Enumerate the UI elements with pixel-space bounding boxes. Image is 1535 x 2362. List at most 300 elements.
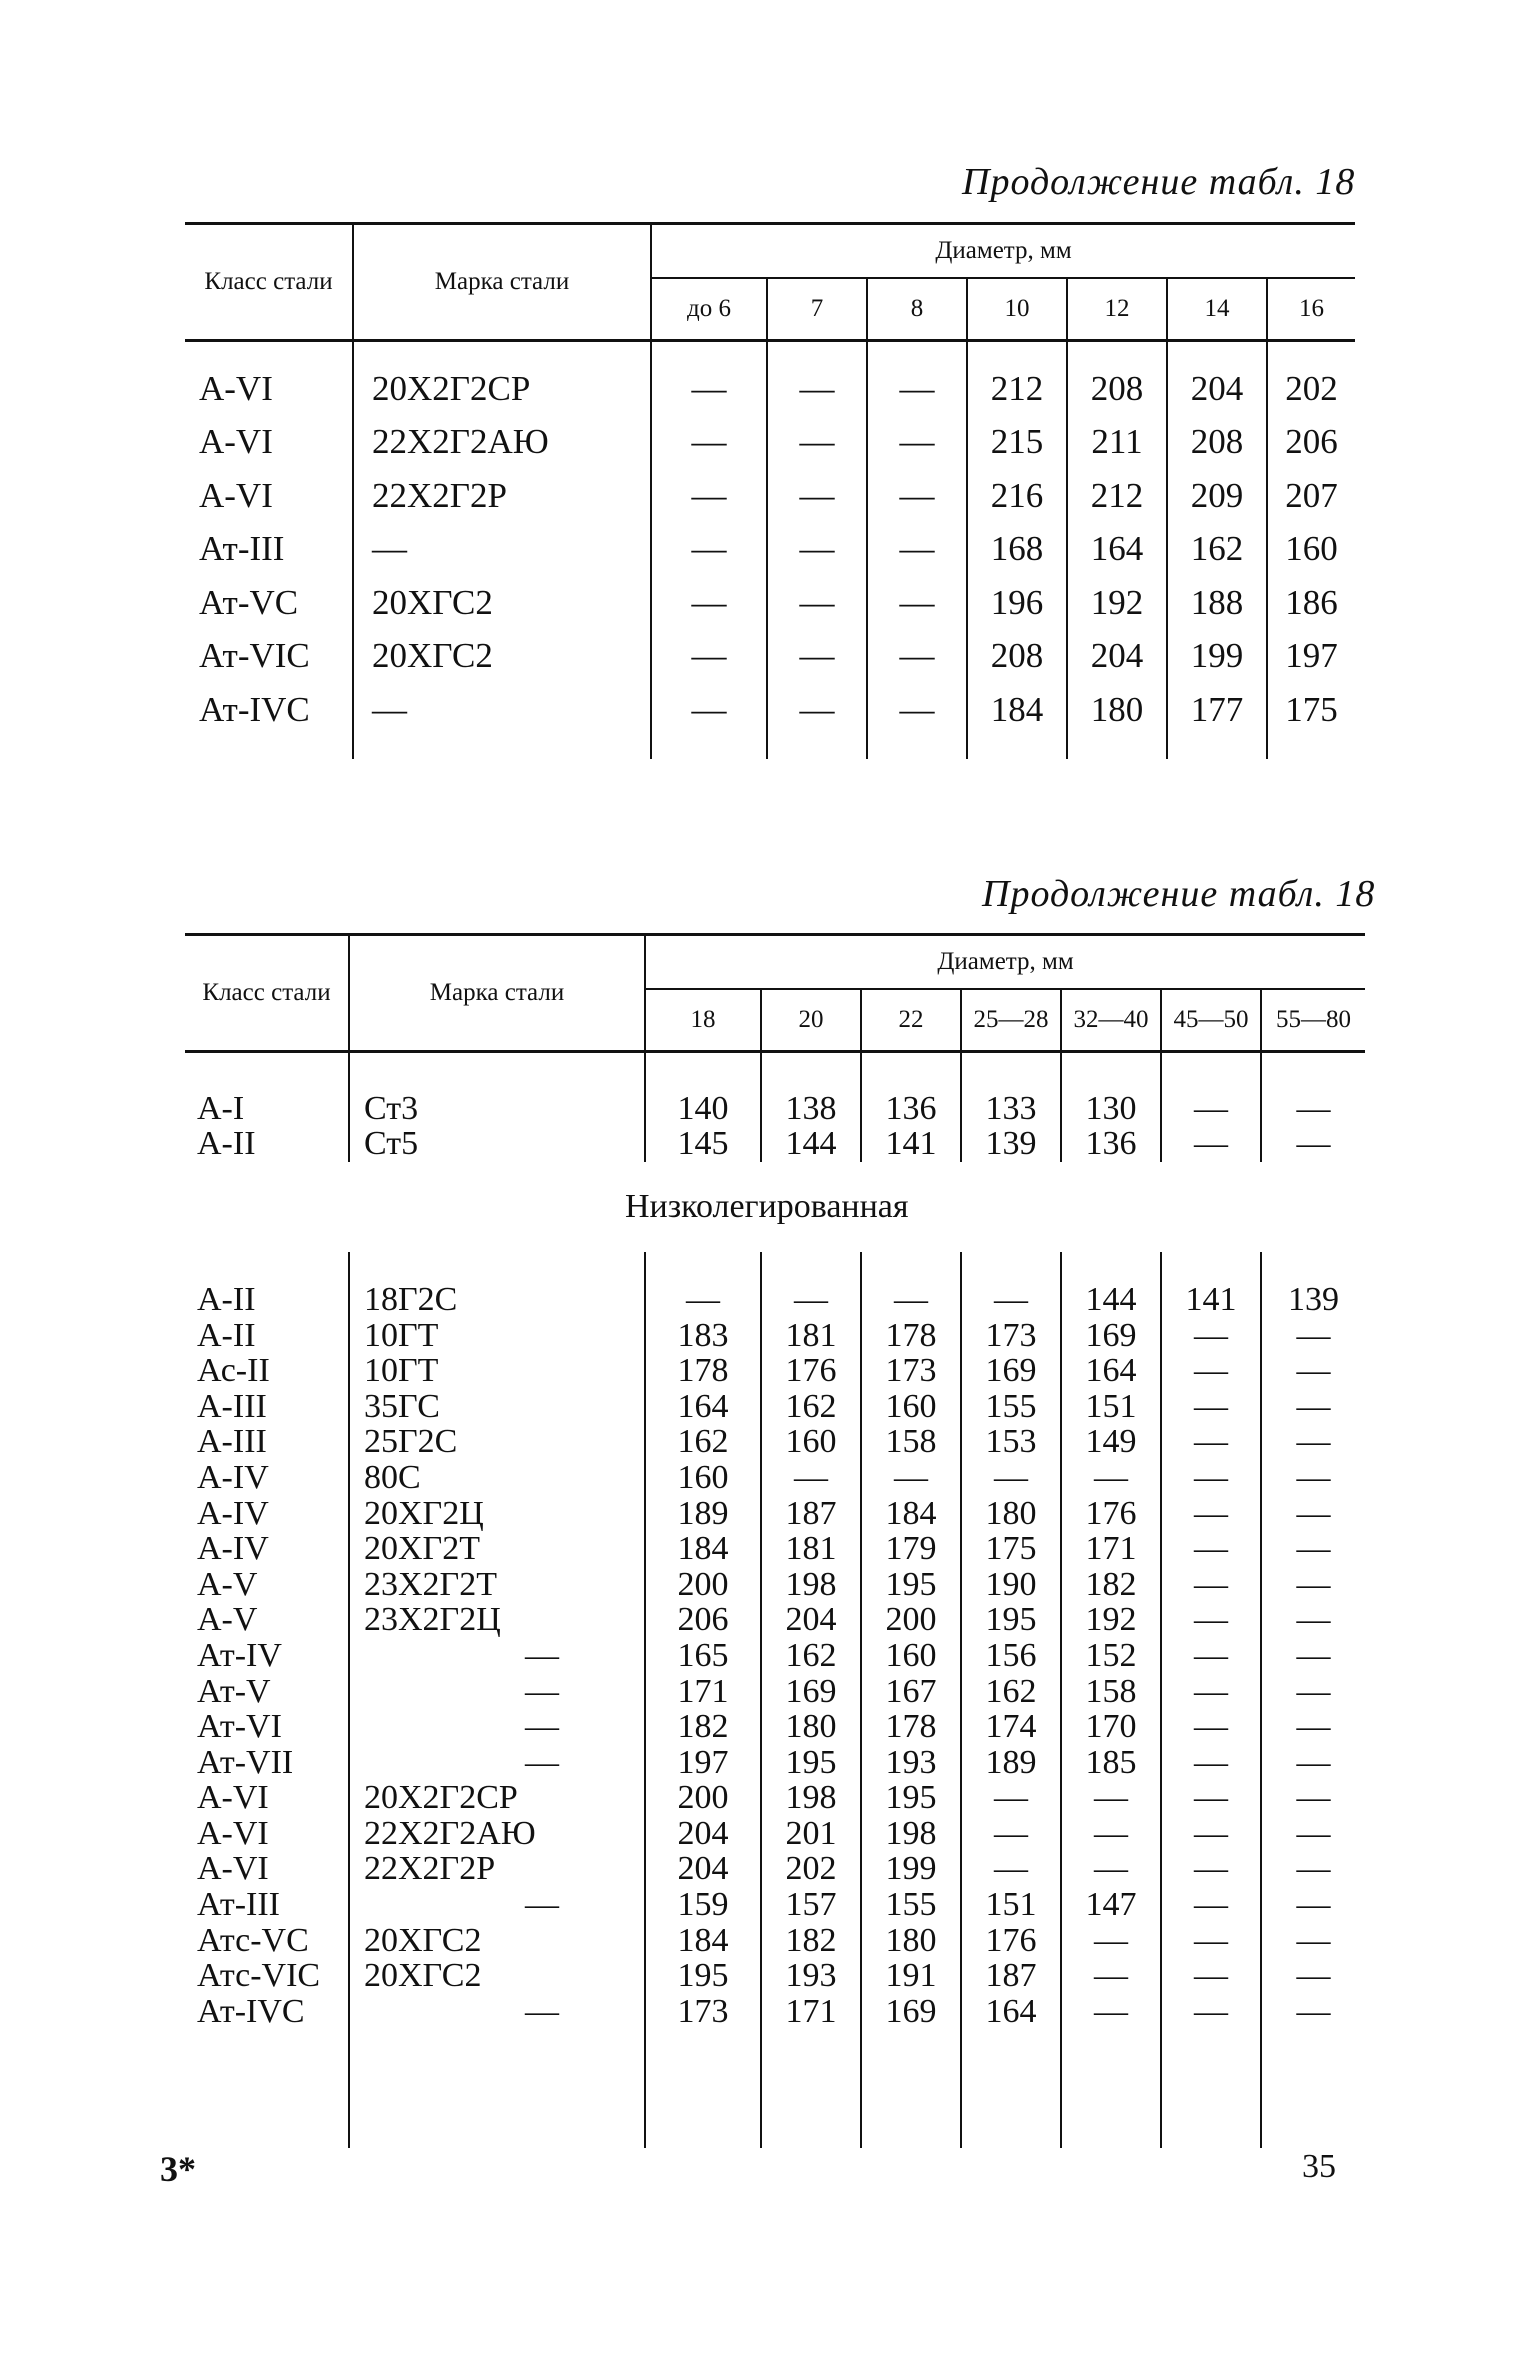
steel-class-cell: Ат-VII — [197, 1743, 294, 1781]
steel-class-cell: Ат-VC — [199, 582, 299, 622]
value-cell: 165 — [645, 1638, 761, 1674]
table-row — [185, 1745, 1365, 1781]
value-cell: — — [1061, 1923, 1161, 1959]
value-cell: 164 — [645, 1389, 761, 1425]
steel-class-cell: Ат-III — [197, 1886, 281, 1924]
diameter-header-cell: 32—40 — [1061, 989, 1161, 1052]
value-cell: 158 — [1061, 1674, 1161, 1710]
diameter-header-cell: 22 — [861, 989, 961, 1052]
steel-grade-cell: — — [349, 1638, 645, 1674]
value-cell: — — [1261, 1389, 1365, 1425]
value-cell: — — [1061, 1816, 1161, 1852]
value-cell: 215 — [967, 416, 1067, 470]
value-cell: 204 — [1167, 341, 1267, 416]
value-cell: 164 — [1061, 1353, 1161, 1389]
value-cell: — — [1261, 1887, 1365, 1923]
value-cell: 162 — [961, 1674, 1061, 1710]
steel-class-cell: А-V — [197, 1565, 258, 1603]
steel-grade-cell: — — [353, 523, 651, 577]
value-cell: 144 — [1061, 1252, 1161, 1318]
value-cell: 206 — [645, 1603, 761, 1639]
value-cell: 184 — [645, 1923, 761, 1959]
value-cell: — — [651, 469, 767, 523]
value-cell: — — [1261, 1496, 1365, 1532]
value-cell: 151 — [961, 1887, 1061, 1923]
value-cell: — — [1161, 1389, 1261, 1425]
steel-class-cell: Ат-IVC — [197, 1992, 305, 2030]
value-cell: 200 — [645, 1567, 761, 1603]
value-cell: 190 — [961, 1567, 1061, 1603]
steel-grade-cell: Ст5 — [349, 1127, 645, 1163]
value-cell: 140 — [645, 1052, 761, 1127]
steel-grade-cell: — — [353, 683, 651, 759]
steel-grade-cell: 22Х2Г2АЮ — [349, 1816, 645, 1852]
value-cell: 196 — [967, 576, 1067, 630]
value-cell: 204 — [645, 1816, 761, 1852]
diameter-header-cell: 16 — [1267, 278, 1355, 341]
value-cell: — — [767, 469, 867, 523]
steel-class-cell: А-IV — [197, 1458, 269, 1496]
value-cell: — — [867, 416, 967, 470]
value-cell: 164 — [961, 1994, 1061, 2030]
table-row-spacer — [185, 2030, 1365, 2148]
diameter-header-cell: 7 — [767, 278, 867, 341]
value-cell: — — [867, 523, 967, 577]
table-row — [185, 1852, 1365, 1888]
diameter-header-cell: 14 — [1167, 278, 1267, 341]
value-cell: — — [867, 683, 967, 759]
steel-grade-cell: 10ГТ — [349, 1353, 645, 1389]
value-cell: — — [1161, 1781, 1261, 1817]
value-cell: 195 — [645, 1958, 761, 1994]
value-cell: 145 — [645, 1127, 761, 1163]
value-cell: 171 — [761, 1994, 861, 2030]
value-cell: 207 — [1267, 469, 1355, 523]
value-cell: — — [1261, 1567, 1365, 1603]
table1-diameter-header: Диаметр, мм — [651, 224, 1355, 279]
value-cell: 155 — [861, 1887, 961, 1923]
value-cell: 162 — [645, 1425, 761, 1461]
table-row — [185, 1674, 1365, 1710]
steel-grade-cell: 22Х2Г2Р — [353, 469, 651, 523]
value-cell: 156 — [961, 1638, 1061, 1674]
value-cell: 186 — [1267, 576, 1355, 630]
value-cell: — — [767, 341, 867, 416]
value-cell: — — [1261, 1674, 1365, 1710]
spacer-cell — [861, 2030, 961, 2148]
value-cell: 180 — [1067, 683, 1167, 759]
spacer-cell — [1161, 2030, 1261, 2148]
steel-grade-cell: 22Х2Г2Р — [349, 1852, 645, 1888]
table-row — [185, 683, 1355, 759]
steel-class-cell: Атс-VC — [197, 1921, 309, 1959]
steel-class-cell: Ат-VIC — [199, 636, 310, 676]
spacer-cell — [349, 2030, 645, 2148]
table-row — [185, 1127, 1365, 1163]
table-row — [185, 1994, 1365, 2030]
signature-mark: 3* — [160, 2149, 196, 2189]
value-cell: 187 — [761, 1496, 861, 1532]
value-cell: 173 — [645, 1994, 761, 2030]
value-cell: — — [1261, 1816, 1365, 1852]
steel-class-cell: А-V — [197, 1601, 258, 1639]
steel-grade-cell: 20ХГС2 — [353, 576, 651, 630]
diameter-header-cell: 55—80 — [1261, 989, 1365, 1052]
value-cell: 169 — [961, 1353, 1061, 1389]
page-number: 35 — [1302, 2148, 1336, 2185]
value-cell: — — [867, 576, 967, 630]
value-cell: 147 — [1061, 1887, 1161, 1923]
steel-grade-cell: 20Х2Г2СР — [349, 1781, 645, 1817]
value-cell: 176 — [961, 1923, 1061, 1959]
table1-caption: Продолжение табл. 18 — [962, 161, 1356, 203]
value-cell: 212 — [1067, 469, 1167, 523]
value-cell: — — [1161, 1318, 1261, 1354]
value-cell: 160 — [861, 1389, 961, 1425]
value-cell: 133 — [961, 1052, 1061, 1127]
steel-grade-cell: Ст3 — [349, 1052, 645, 1127]
value-cell: 184 — [645, 1531, 761, 1567]
value-cell: 130 — [1061, 1052, 1161, 1127]
table1-grade-header: Марка стали — [353, 224, 651, 341]
value-cell: 209 — [1167, 469, 1267, 523]
value-cell: 173 — [861, 1353, 961, 1389]
value-cell: — — [767, 576, 867, 630]
value-cell: 155 — [961, 1389, 1061, 1425]
value-cell: 208 — [1067, 341, 1167, 416]
steel-grade-cell: — — [349, 1887, 645, 1923]
value-cell: — — [1161, 1052, 1261, 1127]
steel-grade-cell: 23Х2Г2Т — [349, 1567, 645, 1603]
table-row — [185, 1709, 1365, 1745]
steel-class-cell: А-III — [197, 1387, 267, 1425]
value-cell: — — [1261, 1425, 1365, 1461]
value-cell: — — [1261, 1852, 1365, 1888]
value-cell: 175 — [1267, 683, 1355, 759]
value-cell: 164 — [1067, 523, 1167, 577]
spacer-cell — [185, 2030, 349, 2148]
value-cell: 188 — [1167, 576, 1267, 630]
steel-class-cell: Ат-VI — [197, 1708, 282, 1746]
steel-class-cell: Ат-IV — [197, 1636, 282, 1674]
value-cell: — — [767, 630, 867, 684]
value-cell: 189 — [645, 1496, 761, 1532]
diameter-header-cell: 8 — [867, 278, 967, 341]
table-row — [185, 416, 1355, 470]
value-cell: 202 — [1267, 341, 1355, 416]
value-cell: — — [651, 416, 767, 470]
value-cell: 162 — [761, 1389, 861, 1425]
steel-class-cell: А-II — [197, 1316, 256, 1354]
steel-class-cell: А-II — [197, 1280, 256, 1318]
value-cell: 139 — [961, 1127, 1061, 1163]
value-cell: — — [651, 576, 767, 630]
table-row — [185, 1781, 1365, 1817]
value-cell: 200 — [861, 1603, 961, 1639]
value-cell: — — [1161, 1674, 1261, 1710]
value-cell: 193 — [761, 1958, 861, 1994]
section-title: Низколегированная — [625, 1188, 909, 1226]
diameter-header-cell: 12 — [1067, 278, 1167, 341]
value-cell: — — [1161, 1887, 1261, 1923]
value-cell: — — [767, 523, 867, 577]
value-cell: — — [651, 523, 767, 577]
table-row — [185, 1353, 1365, 1389]
value-cell: 151 — [1061, 1389, 1161, 1425]
value-cell: 195 — [861, 1781, 961, 1817]
value-cell: — — [1161, 1994, 1261, 2030]
value-cell: — — [1161, 1531, 1261, 1567]
value-cell: 197 — [1267, 630, 1355, 684]
table-row — [185, 341, 1355, 416]
value-cell: 181 — [761, 1318, 861, 1354]
steel-grade-cell: 20ХГ2Ц — [349, 1496, 645, 1532]
value-cell: 185 — [1061, 1745, 1161, 1781]
table-row — [185, 1603, 1365, 1639]
steel-class-cell: Ат-V — [197, 1672, 271, 1710]
table-row — [185, 1567, 1365, 1603]
value-cell: — — [761, 1460, 861, 1496]
value-cell: — — [1161, 1127, 1261, 1163]
table2-diameter-header: Диаметр, мм — [645, 935, 1365, 990]
table-row — [185, 1052, 1365, 1127]
value-cell: 182 — [761, 1923, 861, 1959]
value-cell: 136 — [1061, 1127, 1161, 1163]
value-cell: — — [867, 630, 967, 684]
value-cell: 200 — [645, 1781, 761, 1817]
diameter-header-cell: 18 — [645, 989, 761, 1052]
value-cell: 204 — [645, 1852, 761, 1888]
value-cell: — — [1261, 1958, 1365, 1994]
value-cell: — — [1161, 1603, 1261, 1639]
steel-class-cell: А-VI — [197, 1814, 269, 1852]
value-cell: 149 — [1061, 1425, 1161, 1461]
table-row — [185, 523, 1355, 577]
value-cell: 198 — [761, 1567, 861, 1603]
value-cell: 175 — [961, 1531, 1061, 1567]
value-cell: — — [1261, 1923, 1365, 1959]
table-row — [185, 1531, 1365, 1567]
table-row — [185, 1425, 1365, 1461]
diameter-header-cell: до 6 — [651, 278, 767, 341]
value-cell: 179 — [861, 1531, 961, 1567]
steel-class-cell: А-II — [197, 1125, 256, 1163]
table-row — [185, 1389, 1365, 1425]
spacer-cell — [961, 2030, 1061, 2148]
value-cell: 216 — [967, 469, 1067, 523]
steel-grade-cell: 18Г2С — [349, 1252, 645, 1318]
steel-grade-cell: 20ХГС2 — [349, 1923, 645, 1959]
value-cell: — — [961, 1252, 1061, 1318]
value-cell: — — [1061, 1958, 1161, 1994]
value-cell: — — [961, 1781, 1061, 1817]
value-cell: 173 — [961, 1318, 1061, 1354]
value-cell: 195 — [761, 1745, 861, 1781]
table-row — [185, 1638, 1365, 1674]
steel-class-cell: А-VI — [199, 475, 273, 515]
table-row — [185, 1252, 1365, 1318]
value-cell: — — [1161, 1460, 1261, 1496]
value-cell: 158 — [861, 1425, 961, 1461]
value-cell: 202 — [761, 1852, 861, 1888]
value-cell: 204 — [761, 1603, 861, 1639]
steel-class-cell: А-VI — [197, 1850, 269, 1888]
value-cell: — — [1261, 1781, 1365, 1817]
steel-grade-cell: 20ХГС2 — [349, 1958, 645, 1994]
value-cell: 160 — [761, 1425, 861, 1461]
steel-class-cell: А-VI — [197, 1779, 269, 1817]
value-cell: — — [1161, 1816, 1261, 1852]
table-row — [185, 576, 1355, 630]
value-cell: 182 — [1061, 1567, 1161, 1603]
value-cell: 208 — [1167, 416, 1267, 470]
diameter-header-cell: 45—50 — [1161, 989, 1261, 1052]
steel-grade-cell: 22Х2Г2АЮ — [353, 416, 651, 470]
value-cell: 208 — [967, 630, 1067, 684]
value-cell: 160 — [861, 1638, 961, 1674]
value-cell: — — [1261, 1052, 1365, 1127]
table2-class-header: Класс стали — [202, 978, 331, 1006]
value-cell: 198 — [861, 1816, 961, 1852]
value-cell: — — [1061, 1460, 1161, 1496]
value-cell: 191 — [861, 1958, 961, 1994]
value-cell: — — [1261, 1745, 1365, 1781]
steel-class-cell: А-VI — [199, 368, 273, 408]
value-cell: 170 — [1061, 1709, 1161, 1745]
value-cell: — — [767, 683, 867, 759]
value-cell: 189 — [961, 1745, 1061, 1781]
value-cell: — — [651, 341, 767, 416]
steel-class-cell: Ат-IVC — [199, 689, 310, 729]
value-cell: 192 — [1067, 576, 1167, 630]
table1-class-header: Класс стали — [204, 267, 333, 295]
value-cell: 193 — [861, 1745, 961, 1781]
diameter-header-cell: 20 — [761, 989, 861, 1052]
spacer-cell — [761, 2030, 861, 2148]
value-cell: 182 — [645, 1709, 761, 1745]
value-cell: 160 — [645, 1460, 761, 1496]
value-cell: — — [1161, 1709, 1261, 1745]
value-cell: — — [1161, 1923, 1261, 1959]
value-cell: — — [1161, 1567, 1261, 1603]
steel-grade-cell: 23Х2Г2Ц — [349, 1603, 645, 1639]
value-cell: — — [867, 469, 967, 523]
value-cell: — — [1061, 1994, 1161, 2030]
value-cell: 212 — [967, 341, 1067, 416]
spacer-cell — [645, 2030, 761, 2148]
diameter-header-cell: 10 — [967, 278, 1067, 341]
steel-class-cell: Атс-VIC — [197, 1957, 321, 1995]
value-cell: — — [1161, 1638, 1261, 1674]
value-cell: — — [1261, 1709, 1365, 1745]
table-row — [185, 1496, 1365, 1532]
value-cell: 192 — [1061, 1603, 1161, 1639]
value-cell: 167 — [861, 1674, 961, 1710]
value-cell: 171 — [645, 1674, 761, 1710]
value-cell: 174 — [961, 1709, 1061, 1745]
value-cell: 136 — [861, 1052, 961, 1127]
value-cell: 141 — [861, 1127, 961, 1163]
steel-class-cell: А-IV — [197, 1494, 269, 1532]
value-cell: 199 — [861, 1852, 961, 1888]
value-cell: — — [961, 1816, 1061, 1852]
steel-grade-cell: 20ХГС2 — [353, 630, 651, 684]
table-row — [185, 1958, 1365, 1994]
value-cell: — — [861, 1460, 961, 1496]
value-cell: 152 — [1061, 1638, 1161, 1674]
steel-grade-cell: — — [349, 1709, 645, 1745]
value-cell: 183 — [645, 1318, 761, 1354]
steel-grade-cell: 35ГС — [349, 1389, 645, 1425]
value-cell: — — [861, 1252, 961, 1318]
value-cell: 168 — [967, 523, 1067, 577]
value-cell: 162 — [1167, 523, 1267, 577]
spacer-cell — [1261, 2030, 1365, 2148]
steel-grade-cell: — — [349, 1674, 645, 1710]
value-cell: — — [1261, 1531, 1365, 1567]
value-cell: — — [767, 416, 867, 470]
value-cell: 176 — [1061, 1496, 1161, 1532]
value-cell: 211 — [1067, 416, 1167, 470]
table-row — [185, 469, 1355, 523]
value-cell: 169 — [761, 1674, 861, 1710]
value-cell: 178 — [645, 1353, 761, 1389]
value-cell: 181 — [761, 1531, 861, 1567]
value-cell: — — [867, 341, 967, 416]
value-cell: 169 — [861, 1994, 961, 2030]
spacer-cell — [1061, 2030, 1161, 2148]
value-cell: 201 — [761, 1816, 861, 1852]
steel-grade-cell: — — [349, 1745, 645, 1781]
table-row — [185, 1318, 1365, 1354]
value-cell: — — [761, 1252, 861, 1318]
value-cell: 206 — [1267, 416, 1355, 470]
steel-class-cell: А-IV — [197, 1530, 269, 1568]
steel-grade-cell: — — [349, 1994, 645, 2030]
table2-grade-header: Марка стали — [349, 935, 645, 1052]
steel-class-cell: Ат-III — [199, 529, 285, 569]
value-cell: — — [1161, 1745, 1261, 1781]
value-cell: 176 — [761, 1353, 861, 1389]
value-cell: — — [1161, 1852, 1261, 1888]
value-cell: — — [651, 683, 767, 759]
table-row — [185, 1460, 1365, 1496]
value-cell: 198 — [761, 1781, 861, 1817]
value-cell: 197 — [645, 1745, 761, 1781]
value-cell: 177 — [1167, 683, 1267, 759]
steel-grade-cell: 10ГТ — [349, 1318, 645, 1354]
diameter-header-cell: 25—28 — [961, 989, 1061, 1052]
steel-class-cell: А-I — [197, 1089, 245, 1127]
value-cell: — — [1261, 1127, 1365, 1163]
value-cell: — — [1261, 1994, 1365, 2030]
steel-grade-cell: 20Х2Г2СР — [353, 341, 651, 416]
table2 — [185, 933, 1365, 2148]
value-cell: — — [1161, 1425, 1261, 1461]
steel-class-cell: А-III — [197, 1423, 267, 1461]
value-cell: 144 — [761, 1127, 861, 1163]
table1 — [185, 222, 1355, 759]
value-cell: — — [961, 1460, 1061, 1496]
value-cell: 195 — [961, 1603, 1061, 1639]
table-row — [185, 1887, 1365, 1923]
steel-grade-cell: 20ХГ2Т — [349, 1531, 645, 1567]
value-cell: 169 — [1061, 1318, 1161, 1354]
value-cell: 184 — [861, 1496, 961, 1532]
value-cell: 180 — [961, 1496, 1061, 1532]
steel-grade-cell: 25Г2С — [349, 1425, 645, 1461]
value-cell: 139 — [1261, 1252, 1365, 1318]
